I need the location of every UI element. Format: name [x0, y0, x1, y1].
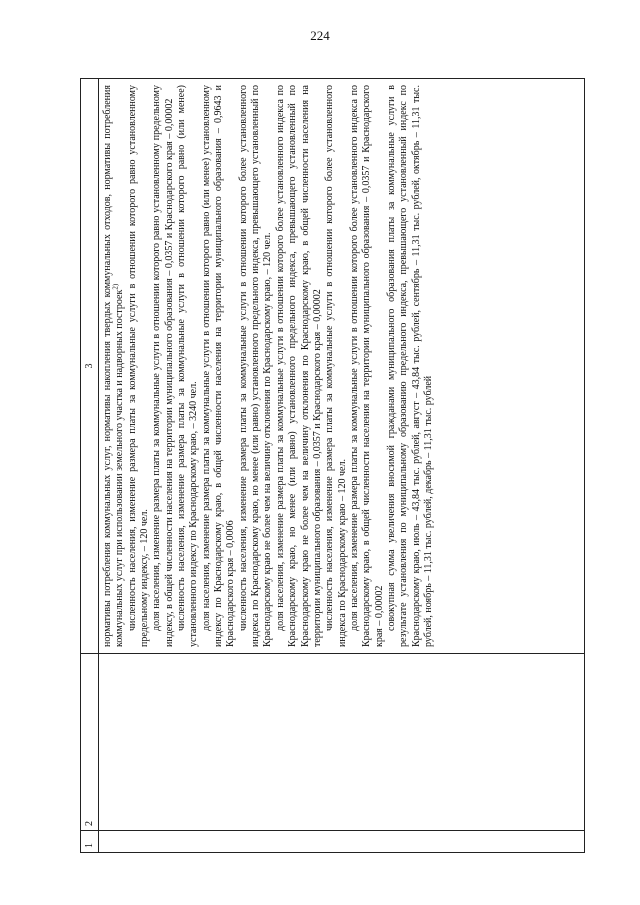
paragraph: доля населения, изменение размера платы за коммунальные услуги в отношении которого более установленного индекса по Краснодарскому краю, но менее (или равно) установленного предельного индекса, превышающего установленный по Краснодарскому краю не более чем на величину отклонения по Краснодарскому краю, в общей численности населения на территории муниципального образования – 0,0357 и Краснодарского края – 0,00002 — [274, 85, 323, 647]
table-row — [99, 79, 584, 852]
cell-col-1 — [99, 830, 584, 852]
footnote-marker: 2) — [112, 283, 121, 290]
paragraph — [102, 85, 127, 647]
page-number: 224 — [310, 28, 330, 43]
paragraph-text: нормативы потребления коммунальных услуг, нормативы накопления твердых коммунальных отходов, нормативы потребления коммунальных услуг при использовании земельного участка и надворных построек — [102, 85, 126, 647]
header-col-2: 2 — [81, 653, 98, 830]
paragraph: численность населения, изменение размера платы за коммунальные услуги в отношении которого равно установленному предельному индексу, – 120 чел. — [126, 85, 151, 647]
cell-col-3 — [99, 79, 584, 653]
paragraph: численность населения, изменение размера платы за коммунальные услуги в отношении которого более установленного индекса по Краснодарскому краю – 120 чел. — [324, 85, 348, 647]
paragraph: численность населения, изменение размера платы за коммунальные услуги в отношении которого более установленного индекса по Краснодарскому краю, но менее (или равно) установленного предельного индекса, превышающего установленный по Краснодарскому краю не более чем на величину отклонения по Краснодарскому краю, – 120 чел. — [237, 85, 274, 647]
paragraph: совокупная сумма увеличения вносимой гражданами муниципального образования платы за коммунальные услуги в результате установления по муниципальному образованию предельного индекса, превышающего установленный индекс по Краснодарскому краю, июль – 43,84 тыс. рублей, август – 43,84 тыс. рублей, сентябрь – 11,31 тыс. рублей, октябрь – 11,31 тыс. рублей, ноябрь – 11,31 тыс. рублей, декабрь – 11,31 тыс. рублей — [385, 85, 434, 647]
paragraph: доля населения, изменение размера платы за коммунальные услуги в отношении которого более установленного индекса по Краснодарскому краю, в общей численности населения на территории муниципального образования – 0,0357 и Краснодарского края – 0,00002 — [348, 85, 385, 647]
cell-col-2 — [99, 653, 584, 830]
header-col-1: 1 — [81, 830, 98, 852]
paragraph: численность населения, изменение размера платы за коммунальные услуги в отношении которого равно (или менее) установленного индексу по Краснодарскому краю, – 3240 чел. — [176, 85, 200, 647]
paragraph: доля населения, изменение размера платы за коммунальные услуги в отношении которого равно (или менее) установленному индексу по Краснодарскому краю, в общей численности населения на территории муниципального образования – 0,9643 и Краснодарского края – 0,0006 — [200, 85, 237, 647]
table-header-row — [81, 79, 99, 852]
table-container — [80, 78, 585, 853]
paragraph: доля населения, изменение размера платы за коммунальные услуги в отношении которого равно установленному предельному индексу, в общей численности населения на территории муниципального образования – 0,0357 и Краснодарского края – 0,00002 — [151, 85, 175, 647]
header-col-3: 3 — [84, 363, 95, 369]
data-table — [80, 78, 585, 853]
